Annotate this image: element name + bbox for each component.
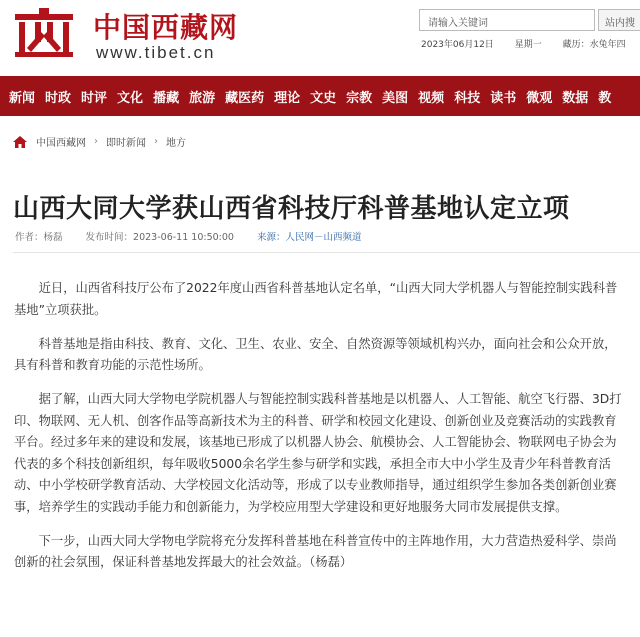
nav-item[interactable]: 读书: [490, 90, 517, 106]
search-input[interactable]: 请输入关键词: [419, 9, 595, 31]
current-date: 2023年06月12日: [421, 40, 494, 50]
nav-item[interactable]: 新闻: [9, 90, 36, 106]
search-button[interactable]: 站内搜: [598, 9, 640, 31]
breadcrumb-separator: ›: [94, 136, 98, 147]
breadcrumb-item-home[interactable]: 中国西藏网: [36, 138, 86, 149]
main-nav: [0, 76, 640, 116]
breadcrumb-separator: ›: [154, 136, 158, 147]
tibetan-calendar: 藏历：水兔年四: [562, 40, 626, 50]
article-meta: [15, 229, 382, 243]
nav-item[interactable]: 视频: [418, 90, 445, 106]
nav-item[interactable]: 藏医药: [225, 90, 265, 106]
article-paragraph: 近日，山西省科技厅公布了2022年度山西省科普基地认定名单，“山西大同大学机器人与智能控制实践科普基地”立项获批。: [14, 281, 618, 317]
nav-item[interactable]: 文化: [117, 90, 144, 106]
nav-item[interactable]: 时评: [81, 90, 108, 106]
date-bar: [421, 37, 640, 50]
home-icon[interactable]: [13, 136, 27, 148]
tibet-logo-icon[interactable]: [13, 8, 75, 58]
breadcrumb-item-news[interactable]: 即时新闻: [106, 138, 146, 149]
nav-item[interactable]: 旅游: [189, 90, 216, 106]
nav-item[interactable]: 宗教: [346, 90, 373, 106]
site-url[interactable]: www.tibet.cn: [96, 43, 216, 62]
breadcrumb-item-local[interactable]: 地方: [166, 138, 186, 149]
article-author: 作者：杨磊: [15, 232, 63, 243]
site-header: [0, 0, 640, 70]
nav-item[interactable]: 文史: [310, 90, 337, 106]
nav-item[interactable]: 美图: [382, 90, 409, 106]
article-title: 山西大同大学获山西省科技厅科普基地认定立项: [13, 194, 570, 225]
divider: [13, 252, 640, 253]
article-body: [14, 278, 626, 586]
nav-item[interactable]: 理论: [274, 90, 301, 106]
site-name[interactable]: 中国西藏网: [93, 11, 239, 44]
article-source[interactable]: 来源：人民网－山西频道: [256, 232, 362, 243]
article-paragraph: 下一步，山西大同大学物电学院将充分发挥科普基地在科普宣传中的主阵地作用，大力营造热爱科学、崇尚创新的社会氛围，保证科普基地发挥最大的社会效益。（杨磊）: [14, 533, 617, 569]
nav-item[interactable]: 科技: [454, 90, 481, 106]
weekday: 星期一: [514, 40, 542, 50]
nav-item[interactable]: 教: [598, 90, 612, 106]
nav-item[interactable]: 微观: [526, 90, 553, 106]
nav-item[interactable]: 时政: [45, 90, 72, 106]
article-paragraph: 据了解，山西大同大学物电学院机器人与智能控制实践科普基地是以机器人、人工智能、航空飞行器、3D打印、物联网、无人机、创客作品等高新技术为主的科普、研学和校园文化建设、创新创业及竞赛活动的实践教育平台。经过多年来的建设和发展，该基地已形成了以机器人协会、航模协会、人工智能协会、物联网电子协会为代表的多个科技创新组织，每年吸收5000余名学生参与研学和实践，承担全市大中小学生及青少年科普教育活动、中小学校研学教育活动、大学校园文化活动等，形成了以专业教师指导，通过组织学生参加各类创新创业赛事，培养学生的实践动手能力和创新能力，为学校应用型大学建设和更好地服务大同市发展提供支撑。: [14, 392, 622, 514]
breadcrumb: [13, 134, 186, 149]
article-paragraph: 科普基地是指由科技、教育、文化、卫生、农业、安全、自然资源等领域机构兴办，面向社会和公众开放，具有科普和教育功能的示范性场所。: [14, 336, 617, 372]
nav-item[interactable]: 播藏: [153, 90, 180, 106]
article-publish-time: 发布时间：2023-06-11 10:50:00: [85, 232, 234, 243]
nav-item[interactable]: 数据: [562, 90, 589, 106]
